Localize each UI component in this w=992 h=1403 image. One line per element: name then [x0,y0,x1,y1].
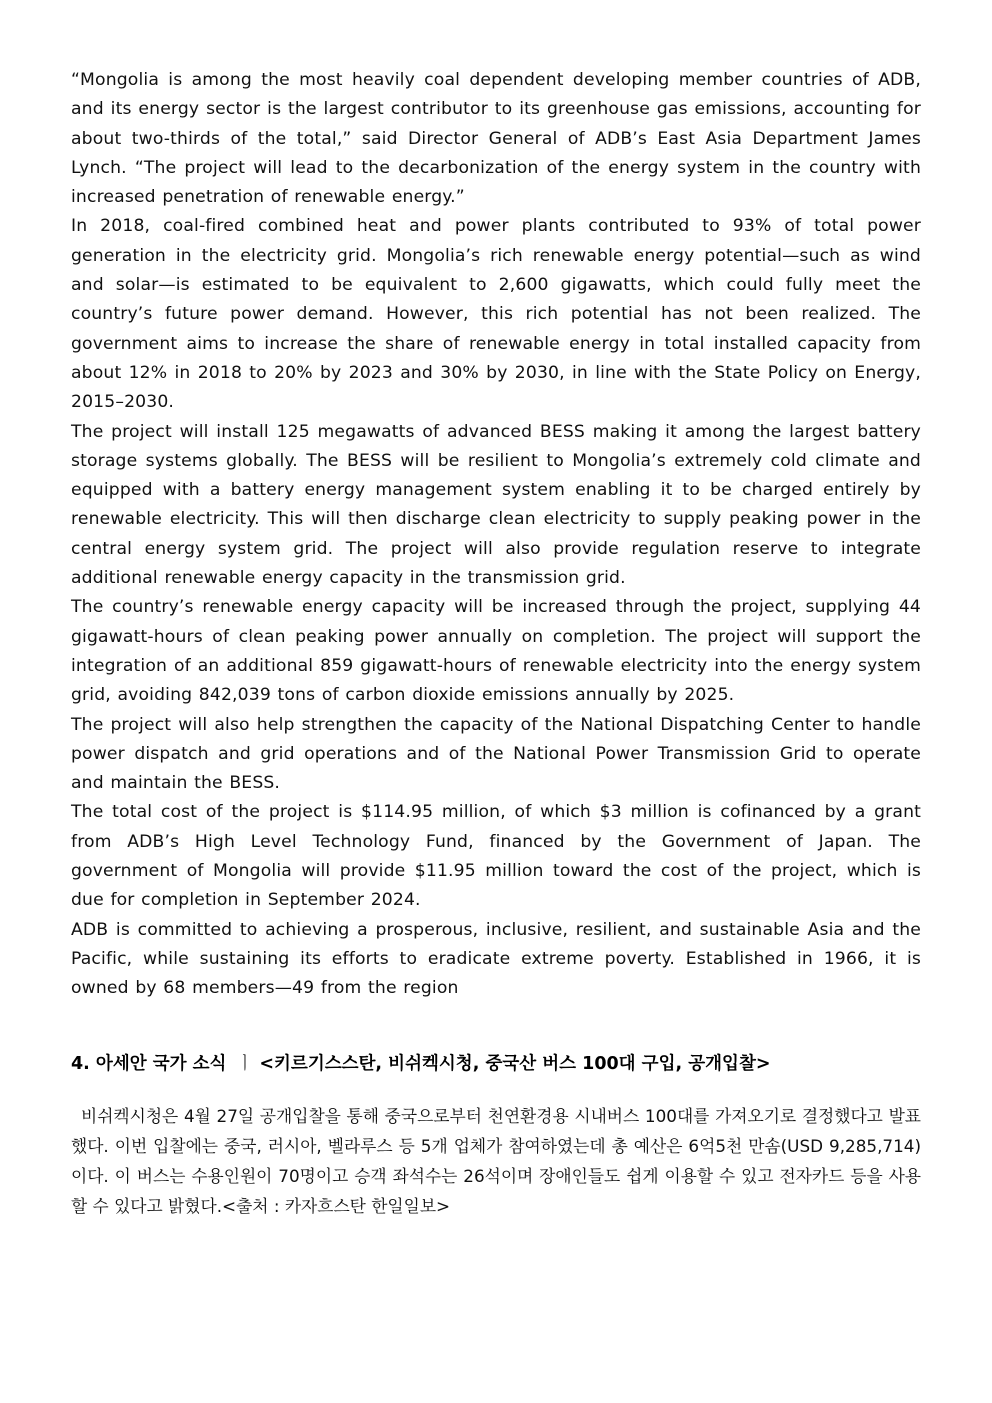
paragraph-bess-install: The project will install 125 megawatts of advanced BESS making it among the largest battery storage systems globally. The BESS will be resilient to Mongolia’s extremely cold climate and equipped with a battery energy management system enabling it to be charged entirely by renewable electricity. This will then discharge clean electricity to supply peaking power in the central energy system grid. The project will also provide regulation reserve to integrate additional renewable energy capacity in the transmission grid. [71,421,921,589]
section-title: 4. 아세안 국가 소식 [71,1053,227,1074]
paragraph-adb-mission: ADB is committed to achieving a prosperous, inclusive, resilient, and sustainable Asia and the Pacific, while sustaining its efforts to eradicate extreme poverty. Established in 1966, it is owned by 68 members—49 from the region [71,919,921,999]
section-separator: ㅣ [236,1053,254,1074]
paragraph-renewable-capacity: The country’s renewable energy capacity will be increased through the project, supplying 44 gigawatt-hours of clean peaking power annually on completion. The project will support the integration of an additional 859 gigawatt-hours of renewable electricity into the energy system grid, avoiding 842,039 tons of carbon dioxide emissions annually by 2025. [71,597,921,706]
paragraph-dispatching-center: The project will also help strengthen the capacity of the National Dispatching Center to handle power dispatch and grid operations and of the National Power Transmission Grid to operate and maintain the BESS. [71,714,921,794]
paragraph-project-cost: The total cost of the project is $114.95 million, of which $3 million is cofinanced by a grant from ADB’s High Level Technology Fund, financed by the Government of Japan. The government of Mongolia will provide $11.95 million toward the cost of the project, which is due for completion in September 2024. [71,802,921,911]
section-subtitle: <키르기스스탄, 비쉬켁시청, 중국산 버스 100대 구입, 공개입찰> [259,1053,771,1074]
section-heading [71,1049,921,1079]
paragraph-coal-statistics: In 2018, coal-fired combined heat and power plants contributed to 93% of total power generation in the electricity grid. Mongolia’s rich renewable energy potential—such as wind and solar—is estimated to be equivalent to 2,600 gigawatts, which could fully meet the country’s future power demand. However, this rich potential has not been realized. The government aims to increase the share of renewable energy in total installed capacity from about 12% in 2018 to 20% by 2023 and 30% by 2030, in line with the State Policy on Energy, 2015–2030. [71,216,921,413]
paragraph-quote-lynch: “Mongolia is among the most heavily coal dependent developing member countries of ADB, and its energy sector is the largest contributor to its greenhouse gas emissions, accounting for about two-thirds of the total,” said Director General of ADB’s East Asia Department James Lynch. “The project will lead to the decarbonization of the energy system in the country with increased penetration of renewable energy.” [71,70,921,208]
section-body: 비쉬켁시청은 4월 27일 공개입찰을 통해 중국으로부터 천연환경용 시내버스 100대를 가져오기로 결정했다고 발표했다. 이번 입찰에는 중국, 러시아, 벨라루스 등 5개 업체가 참여하였는데 총 예산은 6억5천 만솜(USD 9,285,714)이다. 이 버스는 수용인원이 70명이고 승객 좌석수는 26석이며 장애인들도 쉽게 이용할 수 있고 전자카드 등을 사용할 수 있다고 밝혔다.<출처 : 카자흐스탄 한일일보> [71,1105,921,1216]
document-page [71,66,921,1237]
